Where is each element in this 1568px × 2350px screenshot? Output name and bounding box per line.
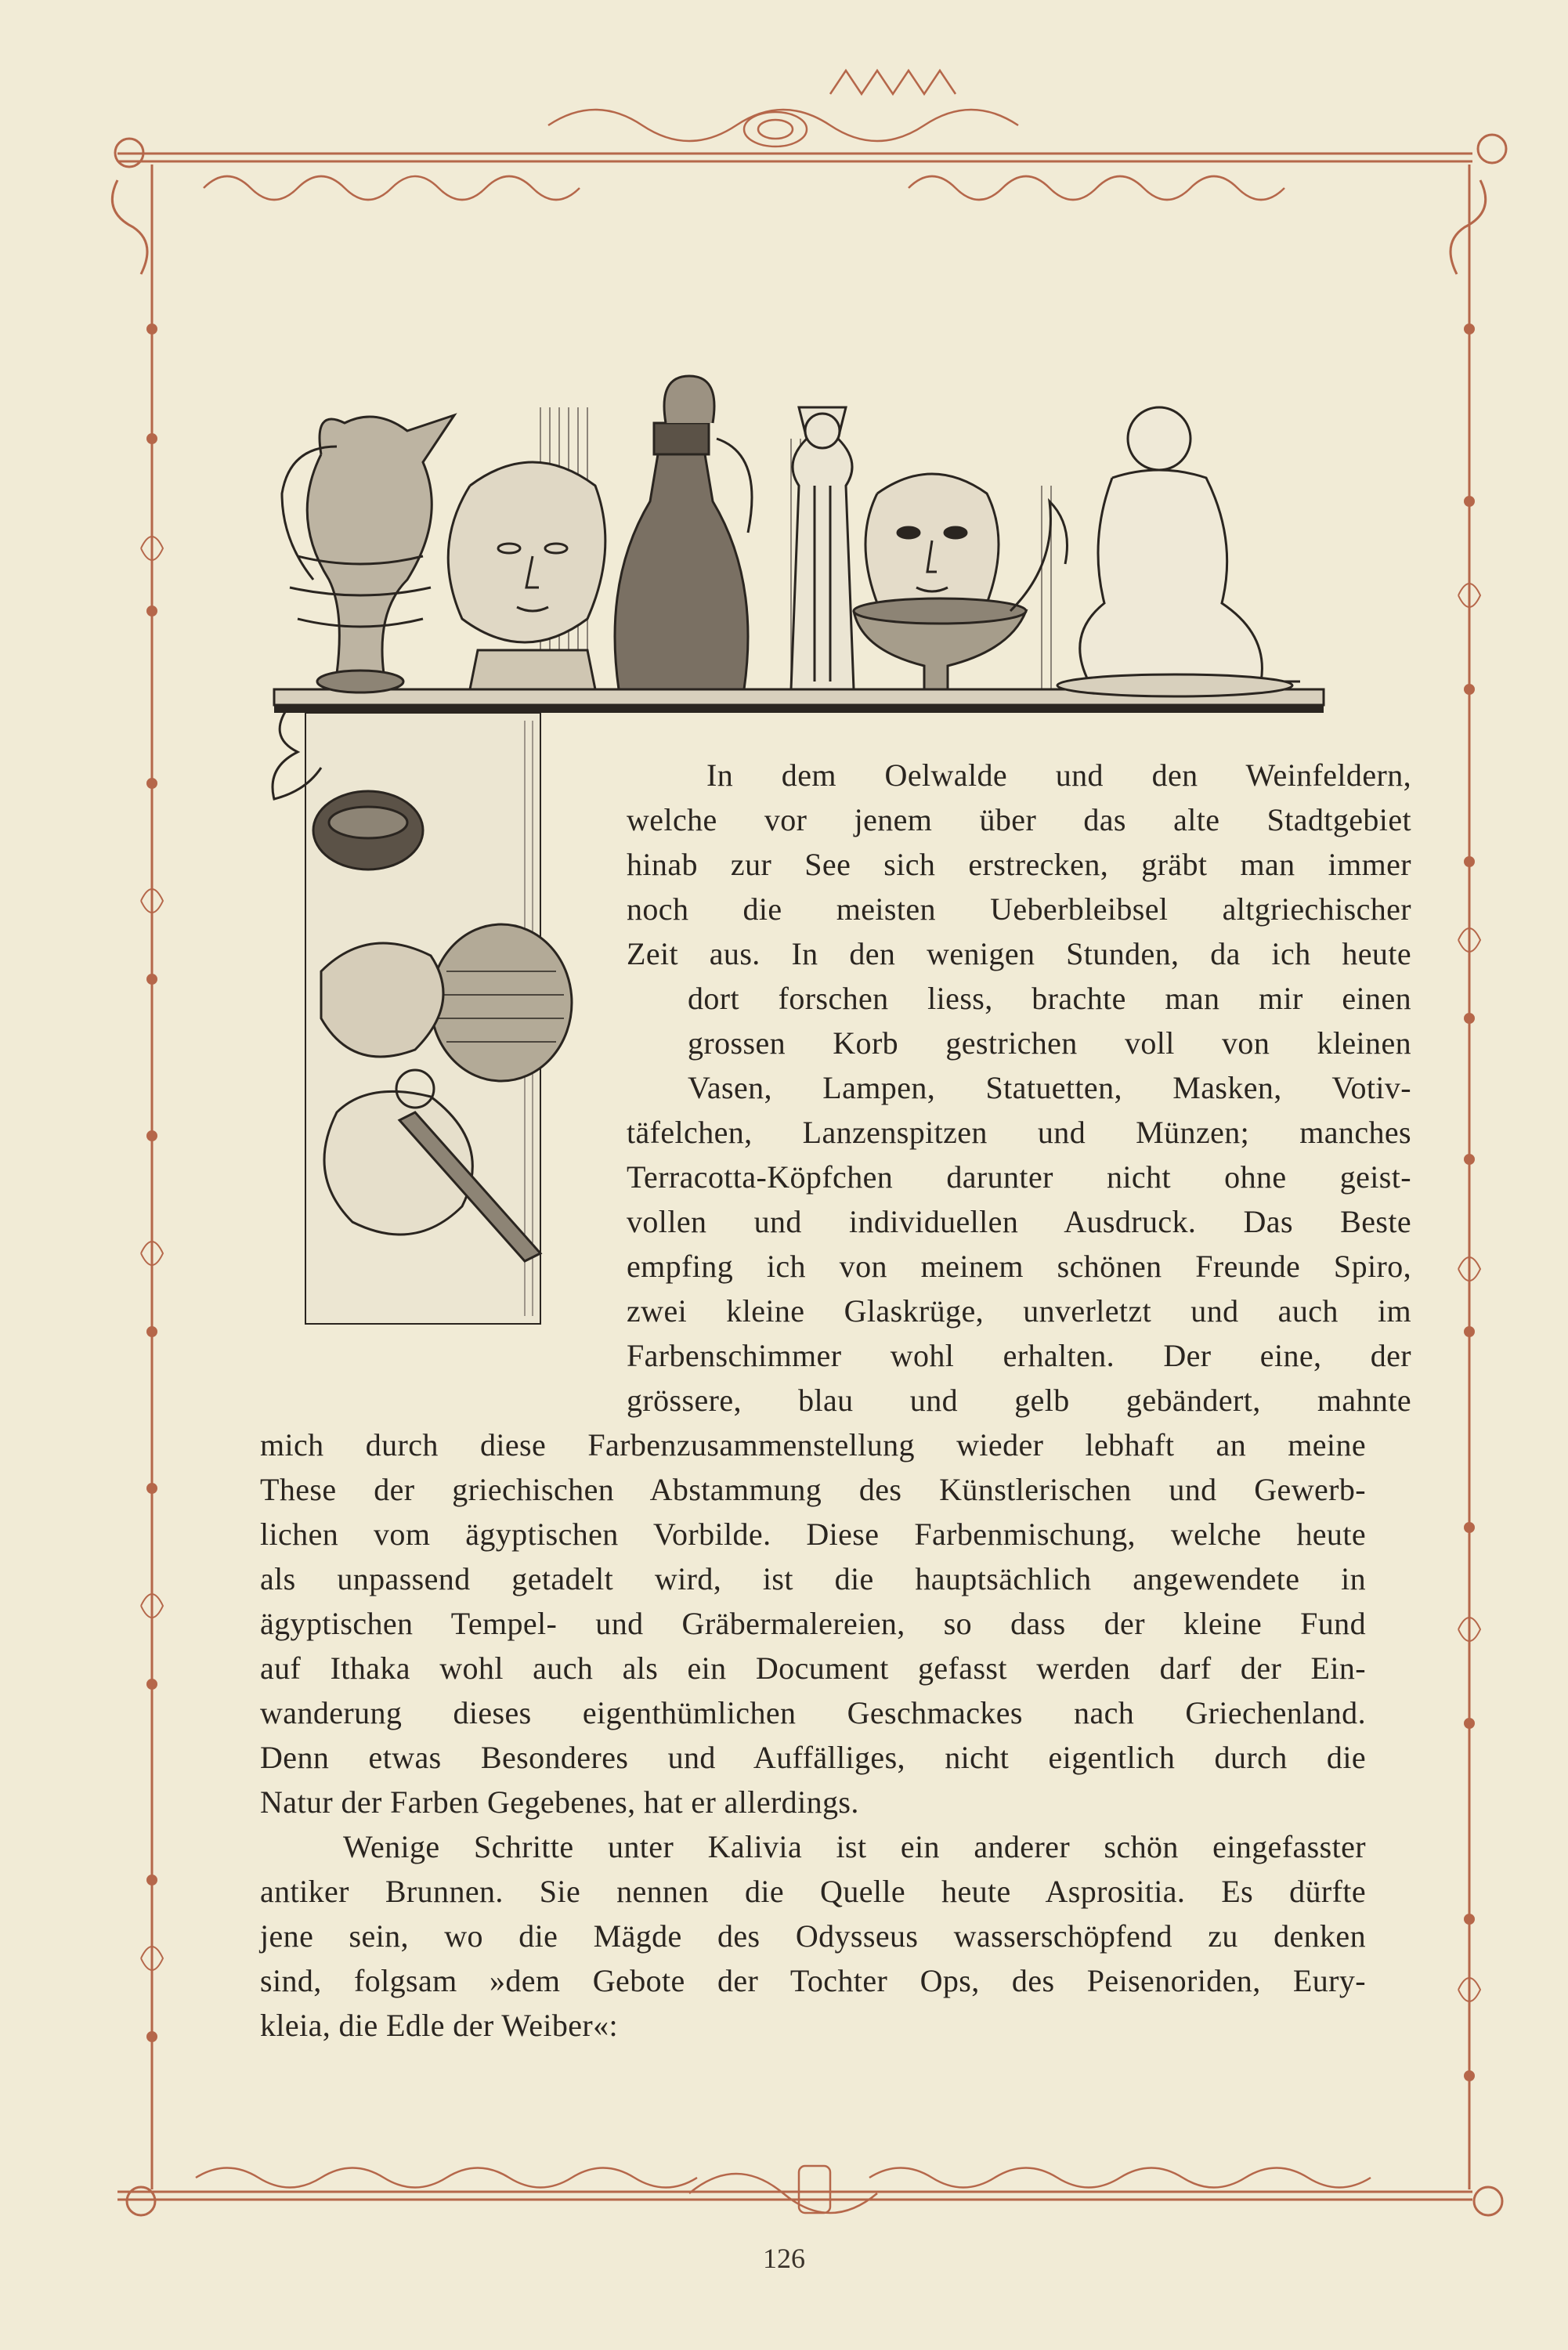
text-line-5: Zeit aus. In den wenigen Stunden, da ich heute (627, 936, 1411, 971)
text-line-16: mich durch diese Farbenzusammenstellung wieder lebhaft an meine (260, 1427, 1366, 1462)
text-line-22: wanderung dieses eigenthümlichen Geschmackes nach Griechenland. (260, 1695, 1366, 1730)
female-head-drawing (448, 462, 605, 689)
text-line-13: zwei kleine Glaskrüge, unverletzt und auch im (627, 1293, 1411, 1329)
text-line-11: vollen und individuellen Ausdruck. Das Beste (627, 1204, 1411, 1239)
text-line-2: welche vor jenem über das alte Stadtgebiet (627, 802, 1411, 837)
text-line-25: Wenige Schritte unter Kalivia ist ein anderer schön eingefasster (343, 1829, 1366, 1864)
text-line-15: grössere, blau und gelb gebändert, mahnte (627, 1383, 1411, 1418)
text-line-26: antiker Brunnen. Sie nennen die Quelle heute Asprositia. Es dürfte (260, 1874, 1366, 1909)
text-line-28: sind, folgsam »dem Gebote der Tochter Ops, des Peisenoriden, Eury- (260, 1963, 1366, 1998)
text-line-17: These der griechischen Abstammung des Künstlerischen und Gewerb- (260, 1472, 1366, 1507)
text-line-24: Natur der Farben Gegebenes, hat er allerdings. (260, 1784, 859, 1820)
text-line-20: ägyptischen Tempel- und Gräbermalereien, so dass der kleine Fund (260, 1606, 1366, 1641)
text-line-7: grossen Korb gestrichen voll von kleinen (688, 1025, 1411, 1061)
text-line-19: als unpassend getadelt wird, ist die hauptsächlich angewendete in (260, 1561, 1366, 1596)
text-line-29: kleia, die Edle der Weiber«: (260, 2008, 619, 2043)
text-line-3: hinab zur See sich erstrecken, gräbt man immer (627, 847, 1411, 882)
text-line-10: Terracotta-Köpfchen darunter nicht ohne geist- (627, 1159, 1411, 1195)
text-line-23: Denn etwas Besonderes und Auffälliges, nicht eigentlich durch die (260, 1740, 1366, 1775)
text-line-4: noch die meisten Ueberbleibsel altgriechischer (627, 891, 1411, 927)
oinochoe-vase-drawing (282, 415, 454, 692)
text-line-21: auf Ithaka wohl auch als ein Document gefasst werden darf der Ein- (260, 1650, 1366, 1686)
text-line-8: Vasen, Lampen, Statuetten, Masken, Votiv- (688, 1070, 1411, 1105)
text-line-9: täfelchen, Lanzenspitzen und Münzen; manches (627, 1115, 1411, 1150)
text-line-18: lichen vom ägyptischen Vorbilde. Diese Farbenmischung, welche heute (260, 1517, 1366, 1552)
tall-jug-drawing (615, 376, 752, 689)
text-line-1: In dem Oelwalde und den Weinfeldern, (706, 757, 1411, 793)
seated-figure-drawing (1057, 407, 1300, 696)
text-line-27: jene sein, wo die Mägde des Odysseus wasserschöpfend zu denken (260, 1918, 1366, 1954)
text-line-6: dort forschen liess, brachte man mir einen (688, 981, 1411, 1016)
page-number: 126 (763, 2243, 805, 2274)
mask-drawing (865, 474, 999, 619)
text-line-14: Farbenschimmer wohl erhalten. Der eine, der (627, 1338, 1411, 1373)
statuette-drawing (791, 407, 854, 689)
text-line-12: empfing ich von meinem schönen Freunde Spiro, (627, 1249, 1411, 1284)
